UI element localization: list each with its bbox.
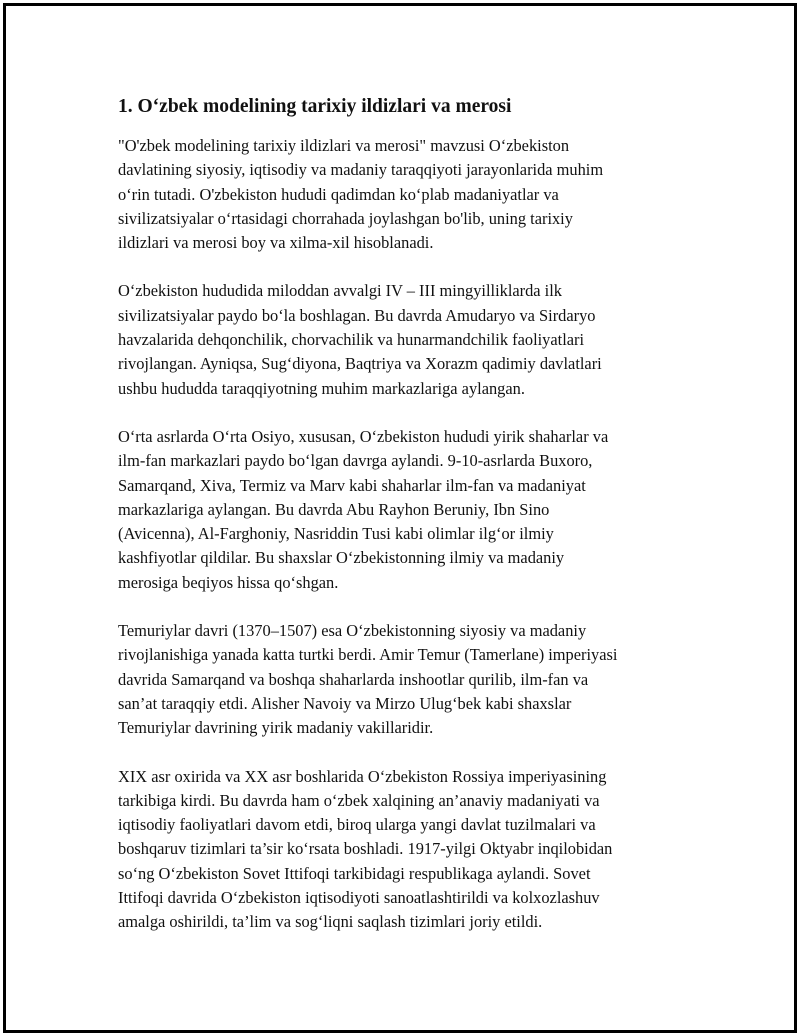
text-line: san’at taraqqiy etdi. Alisher Navoiy va Mirzo Ulug‘bek kabi shaxslar (118, 693, 572, 713)
text-line: kashfiyotlar qildilar. Bu shaxslar O‘zbekistonning ilmiy va madaniy (118, 548, 565, 568)
text-line: davlatining siyosiy, iqtisodiy va madaniy taraqqiyoti jarayonlarida muhim (118, 160, 604, 180)
text-line: havzalarida dehqonchilik, chorvachilik va hunarmandchilik faoliyatlari (118, 330, 585, 350)
paragraph-1 (118, 134, 688, 255)
text-line: boshqaruv tizimlari ta’sir ko‘rsata boshladi. 1917-yilgi Oktyabr inqilobidan (118, 839, 613, 859)
text-line: so‘ng O‘zbekiston Sovet Ittifoqi tarkibidagi respublikaga aylandi. Sovet (118, 863, 591, 883)
paragraph-2 (118, 279, 688, 400)
text-line: ildizlari va merosi boy va xilma-xil hisoblanadi. (118, 233, 434, 253)
text-line: rivojlanishiga yanada katta turtki berdi. Amir Temur (Tamerlane) imperiyasi (118, 645, 618, 665)
text-line: rivojlangan. Ayniqsa, Sug‘diyona, Baqtriya va Xorazm qadimiy davlatlari (118, 354, 602, 374)
text-line: sivilizatsiyalar paydo bo‘la boshlagan. Bu davrda Amudaryo va Sirdaryo (118, 305, 596, 325)
text-line: ilm-fan markazlari paydo bo‘lgan davrga aylandi. 9-10-asrlarda Buxoro, (118, 451, 593, 471)
text-line: tarkibiga kirdi. Bu davrda ham o‘zbek xalqining an’anaviy madaniyati va (118, 790, 600, 810)
text-line: markazlariga aylangan. Bu davrda Abu Rayhon Beruniy, Ibn Sino (118, 499, 550, 519)
text-line: merosiga beqiyos hissa qo‘shgan. (118, 572, 339, 592)
paragraph-3 (118, 425, 688, 595)
text-line: O‘rta asrlarda O‘rta Osiyo, xususan, O‘zbekiston hududi yirik shaharlar va (118, 426, 609, 446)
text-line: o‘rin tutadi. O'zbekiston hududi qadimdan ko‘plab madaniyatlar va (118, 184, 559, 204)
document-body (118, 94, 688, 959)
text-line: Temuriylar davrining yirik madaniy vakillaridir. (118, 718, 434, 738)
section-heading: 1. O‘zbek modelining tarixiy ildizlari va merosi (118, 96, 512, 117)
text-line: Ittifoqi davrida O‘zbekiston iqtisodiyoti sanoatlashtirildi va kolxozlashuv (118, 888, 600, 908)
text-line: sivilizatsiyalar o‘rtasidagi chorrahada joylashgan bo'lib, uning tarixiy (118, 208, 573, 228)
text-line: O‘zbekiston hududida miloddan avvalgi IV – III mingyilliklarda ilk (118, 281, 562, 301)
text-line: ushbu hududda taraqqiyotning muhim markazlariga aylangan. (118, 378, 525, 398)
text-line: Samarqand, Xiva, Termiz va Marv kabi shaharlar ilm-fan va madaniyat (118, 475, 586, 495)
text-line: (Avicenna), Al-Farghoniy, Nasriddin Tusi kabi olimlar ilg‘or ilmiy (118, 524, 554, 544)
paragraph-5 (118, 765, 688, 935)
paragraph-4 (118, 619, 688, 740)
text-line: "O'zbek modelining tarixiy ildizlari va merosi" mavzusi O‘zbekiston (118, 136, 570, 155)
text-line: iqtisodiy faoliyatlari davom etdi, biroq ularga yangi davlat tuzilmalari va (118, 815, 596, 835)
text-line: Temuriylar davri (1370–1507) esa O‘zbekistonning siyosiy va madaniy (118, 621, 587, 641)
text-line: XIX asr oxirida va XX asr boshlarida O‘zbekiston Rossiya imperiyasining (118, 766, 607, 786)
text-line: davrida Samarqand va boshqa shaharlarda inshootlar qurilib, ilm-fan va (118, 669, 589, 689)
text-line: amalga oshirildi, ta’lim va sog‘liqni saqlash tizimlari joriy etildi. (118, 912, 543, 932)
